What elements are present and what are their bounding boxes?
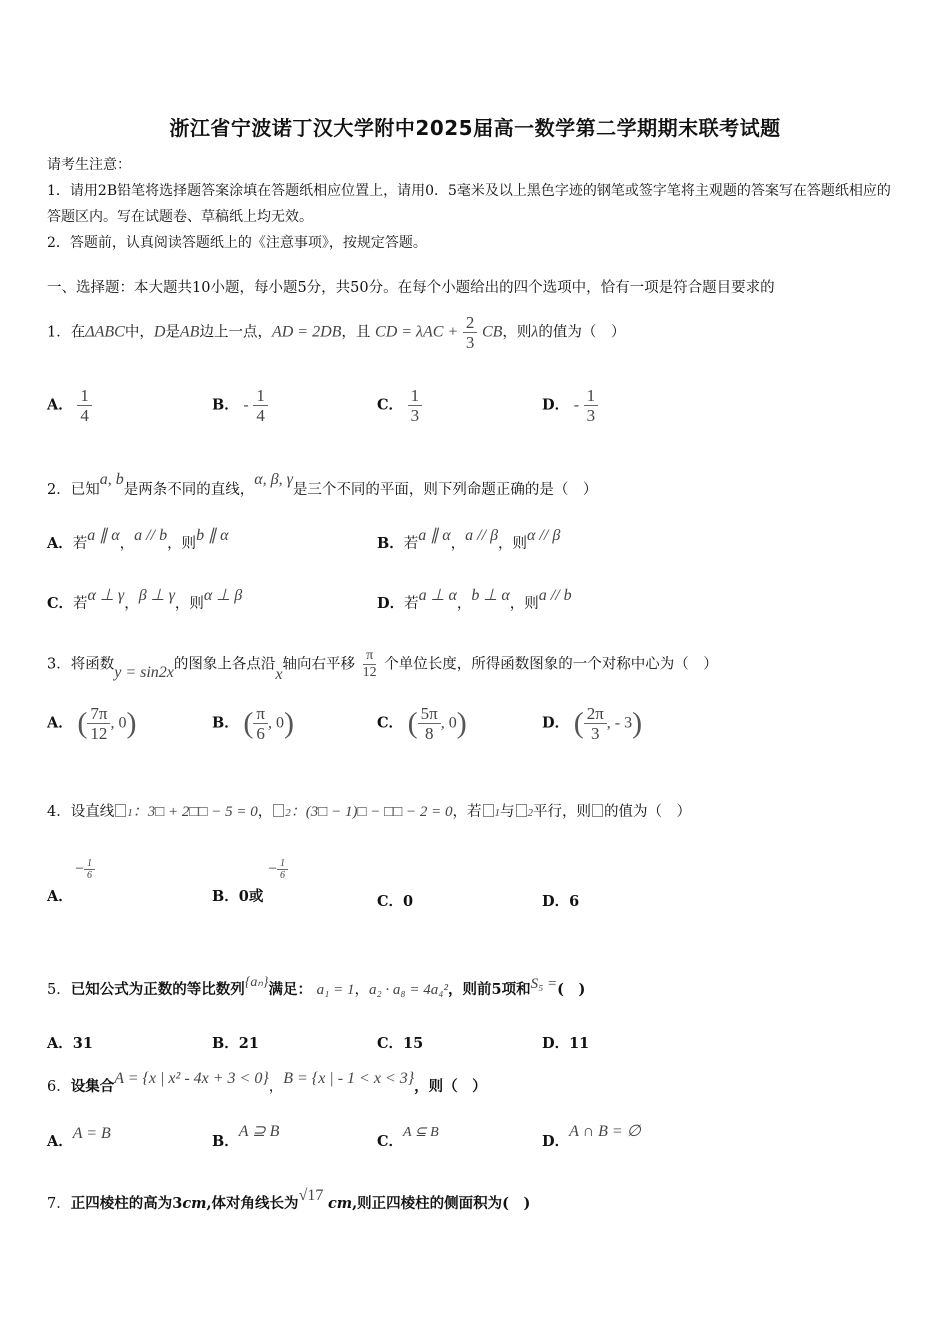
q4-sub: 1 xyxy=(494,807,501,819)
page-title: 浙江省宁波诺丁汉大学附中2025届高一数学第二学期期末联考试题 xyxy=(169,116,781,140)
right-paren: ) xyxy=(283,706,294,740)
option-text: 若 xyxy=(73,596,88,612)
question-4: 4．设直线 1：3□ + 2□□ − 5 = 0， 2：(3□ − 1)□ − □□ − 2 = 0，若 1与 2平行，则 的值为（ ） xyxy=(47,804,692,820)
left-paren: ( xyxy=(77,706,88,740)
option-label: D． xyxy=(542,714,570,732)
q1-frac-den: 3 xyxy=(465,333,475,352)
frac-num: 1 xyxy=(408,386,423,406)
option-label: A． xyxy=(47,1133,73,1150)
q4-option-c[interactable] xyxy=(377,890,413,911)
option-label: B． xyxy=(212,1133,239,1150)
q2-text: 已知 xyxy=(70,482,100,498)
q5-math-seq: {aₙ} xyxy=(244,975,269,990)
q3-math-x: x xyxy=(275,665,283,683)
option-fraction xyxy=(77,386,92,425)
option-label: C． xyxy=(377,1133,404,1150)
q2-math-lines: a, b xyxy=(99,471,124,488)
option-sign: − xyxy=(268,860,278,878)
frac-num: π xyxy=(253,704,268,724)
notes-heading: 请考生注意： xyxy=(47,157,131,173)
q4-text: 的值为（ ） xyxy=(604,804,692,820)
frac-den: 3 xyxy=(590,724,600,743)
frac-den: 6 xyxy=(256,724,265,743)
q3-option-c[interactable] xyxy=(377,704,467,743)
q1-fraction xyxy=(463,313,478,352)
option-text: 若 xyxy=(403,536,419,552)
option-label: D． xyxy=(542,396,570,414)
q5-text: 满足： xyxy=(268,981,313,998)
right-paren: ) xyxy=(126,706,137,740)
q6-option-a[interactable] xyxy=(47,1125,111,1151)
option-math: a ⊥ α xyxy=(418,587,457,604)
q3-math-func: y = sin2x xyxy=(114,663,174,681)
q4-option-a[interactable] xyxy=(47,858,93,906)
frac-num: 1 xyxy=(84,858,95,870)
option-sign: − xyxy=(75,860,85,878)
option-fraction xyxy=(277,858,288,881)
right-paren: ) xyxy=(456,706,467,740)
option-rest: , 0 xyxy=(110,714,127,732)
q3-number: 3． xyxy=(47,656,71,673)
q2-option-c[interactable]: C．若α ⊥ γ，β ⊥ γ，则α ⊥ β xyxy=(47,587,243,612)
q1-math-ab: AB xyxy=(179,323,200,341)
q1-text: 的值为（ ） xyxy=(538,324,626,341)
option-label: C． xyxy=(377,1035,404,1052)
frac-num: 1 xyxy=(253,386,268,406)
frac-den: 12 xyxy=(90,724,108,743)
option-label: C． xyxy=(377,714,404,732)
option-label: C． xyxy=(377,396,404,414)
frac-num: 7π xyxy=(87,704,110,724)
option-label: A． xyxy=(47,396,73,414)
q4-number: 4． xyxy=(47,804,71,820)
question-3 xyxy=(47,648,718,681)
q4-text: ，若 xyxy=(452,804,482,820)
q1-math-ad: AD = 2DB xyxy=(271,323,342,341)
q4-line1-eq: ：3□ + 2□□ − 5 = 0 xyxy=(132,804,258,820)
option-fraction xyxy=(408,386,423,425)
option-text: 若 xyxy=(72,536,88,552)
q5-number: 5． xyxy=(47,982,71,998)
q7-math-sqrt: √17 xyxy=(298,1187,324,1204)
q6-text: 设集合 xyxy=(70,1078,115,1095)
option-math: A ⊇ B xyxy=(238,1123,280,1140)
frac-num: 1 xyxy=(77,386,92,406)
option-math: a ∥ α xyxy=(87,527,120,544)
option-rest: , - 3 xyxy=(606,714,633,732)
missing-glyph-icon xyxy=(483,804,494,817)
q7-number: 7． xyxy=(47,1196,71,1212)
option-fraction xyxy=(418,704,441,743)
q1-text: ，则 xyxy=(502,324,532,341)
q7-text: 正四棱柱的高为3 xyxy=(70,1195,183,1212)
frac-num: 1 xyxy=(277,858,288,870)
frac-num: 2π xyxy=(584,704,607,724)
q5-option-d[interactable] xyxy=(542,1032,589,1053)
option-fraction xyxy=(87,704,110,743)
option-fraction xyxy=(584,386,599,425)
q3-option-a[interactable] xyxy=(47,704,136,743)
q5-option-a[interactable] xyxy=(47,1032,93,1053)
option-text: 15 xyxy=(403,1035,424,1052)
option-math: β ⊥ γ xyxy=(138,587,175,604)
q6-option-b[interactable] xyxy=(212,1123,280,1151)
option-label: B． xyxy=(212,714,239,732)
q3-text: 个单位长度，所得函数图象的一个对称中心为（ ） xyxy=(384,656,718,673)
q3-option-b[interactable] xyxy=(212,704,294,743)
option-label: A． xyxy=(47,535,73,552)
q2-text: 是两条不同的直线， xyxy=(123,482,255,498)
q1-option-a[interactable] xyxy=(47,386,92,425)
question-7 xyxy=(47,1187,531,1213)
notes-item-1: 1．请用2B铅笔将选择题答案涂填在答题纸相应位置上，请用0．5毫米及以上黑色字迹的钢笔或签字笔将主观题的答案写在答题纸相应的答题区内。写在试题卷、草稿纸上均无效。 xyxy=(47,183,891,225)
q7-unit: cm xyxy=(182,1195,207,1212)
option-math: α ⊥ γ xyxy=(87,587,125,604)
q4-text: 设直线 xyxy=(70,804,115,820)
option-text: ，则 xyxy=(174,596,204,612)
q3-text: 轴向右平移 xyxy=(282,656,356,673)
q5-text: ( ) xyxy=(557,981,586,998)
q2-option-a[interactable]: A．若a ∥ α，a // b，则b ∥ α xyxy=(47,527,229,552)
left-paren: ( xyxy=(573,706,584,740)
option-label: D． xyxy=(542,893,570,910)
option-label: A． xyxy=(47,714,73,732)
option-fraction xyxy=(84,858,95,881)
q4-line2-eq: ：(3□ − 1)□ − □□ − 2 = 0 xyxy=(290,804,453,820)
q5-math-s5: S₅ = xyxy=(530,976,558,992)
missing-glyph-icon xyxy=(273,804,284,817)
frac-den: 4 xyxy=(256,406,265,425)
q1-math-cd: CD = λAC + xyxy=(375,323,459,341)
frac-den: 6 xyxy=(87,870,93,881)
q1-option-c[interactable] xyxy=(377,386,422,425)
q3-option-d[interactable] xyxy=(542,704,642,743)
left-paren: ( xyxy=(243,706,254,740)
option-text: 11 xyxy=(569,1035,590,1052)
q2-option-b[interactable]: B．若a ∥ α，a // β，则α // β xyxy=(377,527,561,552)
option-text: ，则 xyxy=(509,596,539,612)
option-label: A． xyxy=(47,888,73,905)
q1-text: 在 xyxy=(70,324,86,341)
question-6: 6．设集合A = {x | x² - 4x + 3 < 0}，B = {x | - 1 < x < 3}，则（ ） xyxy=(47,1070,487,1095)
option-text: ，则 xyxy=(498,536,528,552)
q1-number: 1． xyxy=(47,324,71,341)
question-5: 5．已知公式为正数的等比数列{aₙ}满足： a₁ = 1，a₂ · a₈ = 4a₄²，则前5项和S₅ =( ) xyxy=(47,975,586,998)
q5-text: ，则前5项和 xyxy=(447,981,531,998)
q1-math-cb: CB xyxy=(481,323,503,341)
option-label: B． xyxy=(212,1035,239,1052)
q1-text: 边上一点， xyxy=(199,324,272,341)
q1-option-d[interactable] xyxy=(542,386,598,425)
option-text: 0或 xyxy=(238,888,264,905)
option-fraction xyxy=(253,386,268,425)
section-heading: 一、选择题：本大题共10小题，每小题5分，共50分。在每个小题给出的四个选项中，恰有一项是符合题目要求的 xyxy=(47,280,775,296)
frac-den: 8 xyxy=(424,724,434,743)
q1-text: 是 xyxy=(165,324,180,341)
option-math: a // b xyxy=(134,527,168,544)
q4-sub: 2 xyxy=(285,807,291,819)
q4-option-d[interactable] xyxy=(542,890,579,911)
q6-option-c[interactable] xyxy=(377,1125,439,1151)
option-fraction xyxy=(584,704,607,743)
option-text: ，则 xyxy=(167,536,197,552)
q5-option-c[interactable] xyxy=(377,1032,423,1053)
q6-number: 6． xyxy=(47,1079,71,1095)
q6-math-set-a: A = {x | x² - 4x + 3 < 0} xyxy=(114,1070,269,1087)
notes xyxy=(47,152,897,256)
option-math: b ∥ α xyxy=(196,527,229,544)
option-label: B． xyxy=(212,888,239,905)
q4-sub: 2 xyxy=(527,807,534,819)
option-label: C． xyxy=(47,595,74,612)
option-math: A ∩ B = ∅ xyxy=(569,1123,641,1140)
option-label: B． xyxy=(377,535,404,552)
q5-math-product: a₂ · a₈ = 4a₄² xyxy=(368,982,448,998)
option-label: B． xyxy=(212,396,239,414)
q3-text: 将函数 xyxy=(70,656,115,673)
q4-text: 平行，则 xyxy=(533,804,592,820)
option-text: 21 xyxy=(238,1035,259,1052)
q6-text: ，则（ ） xyxy=(414,1078,487,1095)
option-math: a ∥ α xyxy=(418,527,451,544)
q1-math-lambda: λ xyxy=(531,323,539,341)
notes-item-2: 2．答题前，认真阅读答题纸上的《注意事项》，按规定答题。 xyxy=(47,235,427,251)
missing-glyph-icon xyxy=(115,804,126,817)
frac-num: 5π xyxy=(418,704,441,724)
option-math: a // b xyxy=(538,587,572,604)
q3-text: 的图象上各点沿 xyxy=(173,656,276,673)
option-math: b ⊥ α xyxy=(471,587,510,604)
question-2 xyxy=(47,471,598,499)
option-label: D． xyxy=(377,595,405,612)
q1-text: ，且 xyxy=(341,324,371,341)
frac-num: 1 xyxy=(584,386,599,406)
q2-number: 2． xyxy=(47,482,71,498)
option-math: A ⊆ B xyxy=(403,1125,439,1140)
option-text: 6 xyxy=(569,893,580,910)
option-text: 31 xyxy=(72,1035,93,1052)
q2-math-planes: α, β, γ xyxy=(254,471,293,488)
q1-math-triangle: ΔABC xyxy=(85,323,125,341)
q6-math-set-b: B = {x | - 1 < x < 3} xyxy=(283,1070,415,1087)
option-math: α // β xyxy=(527,527,561,544)
q1-option-b[interactable] xyxy=(212,386,268,425)
q3-fraction xyxy=(360,648,380,681)
q7-text: ,体对角线长为 xyxy=(206,1195,299,1212)
option-math: α ⊥ β xyxy=(203,587,243,604)
q4-option-b[interactable] xyxy=(212,858,286,906)
frac-den: 3 xyxy=(410,406,420,425)
q1-frac-num: 2 xyxy=(463,313,478,333)
option-text: 0 xyxy=(403,893,414,910)
option-math: a // β xyxy=(465,527,499,544)
option-fraction xyxy=(253,704,268,743)
missing-glyph-icon xyxy=(516,804,527,817)
frac-den: 12 xyxy=(362,665,377,680)
frac-den: 6 xyxy=(280,870,286,881)
q4-text: 与 xyxy=(500,804,515,820)
q5-text: 已知公式为正数的等比数列 xyxy=(70,981,245,998)
q5-math-a1: a₁ = 1 xyxy=(316,982,355,998)
option-text: 若 xyxy=(404,596,419,612)
q7-text: ,则正四棱柱的侧面积为( ) xyxy=(352,1195,531,1212)
q1-math-d: D xyxy=(153,323,166,341)
option-label: D． xyxy=(542,1133,570,1150)
q1-text: 中， xyxy=(124,324,154,341)
q4-sub: 1 xyxy=(127,807,133,819)
frac-den: 3 xyxy=(586,406,596,425)
right-paren: ) xyxy=(632,706,643,740)
missing-glyph-icon xyxy=(592,804,603,817)
q7-unit: cm xyxy=(327,1195,353,1212)
frac-den: 4 xyxy=(80,406,89,425)
frac-num: π xyxy=(363,648,376,665)
q2-text: 是三个不同的平面，则下列命题正确的是（ ） xyxy=(292,482,598,498)
question-1 xyxy=(47,313,625,352)
option-rest: , 0 xyxy=(267,714,284,732)
option-sign: - xyxy=(243,396,249,414)
option-label: D． xyxy=(542,1035,570,1052)
q6-option-d[interactable] xyxy=(542,1123,641,1151)
q5-option-b[interactable] xyxy=(212,1032,259,1053)
q2-option-d[interactable]: D．若a ⊥ α，b ⊥ α，则a // b xyxy=(377,587,572,612)
option-rest: , 0 xyxy=(440,714,457,732)
option-sign: - xyxy=(573,396,580,414)
option-label: A． xyxy=(47,1035,73,1052)
option-label: C． xyxy=(377,893,404,910)
option-math: A = B xyxy=(72,1125,111,1142)
left-paren: ( xyxy=(407,706,418,740)
